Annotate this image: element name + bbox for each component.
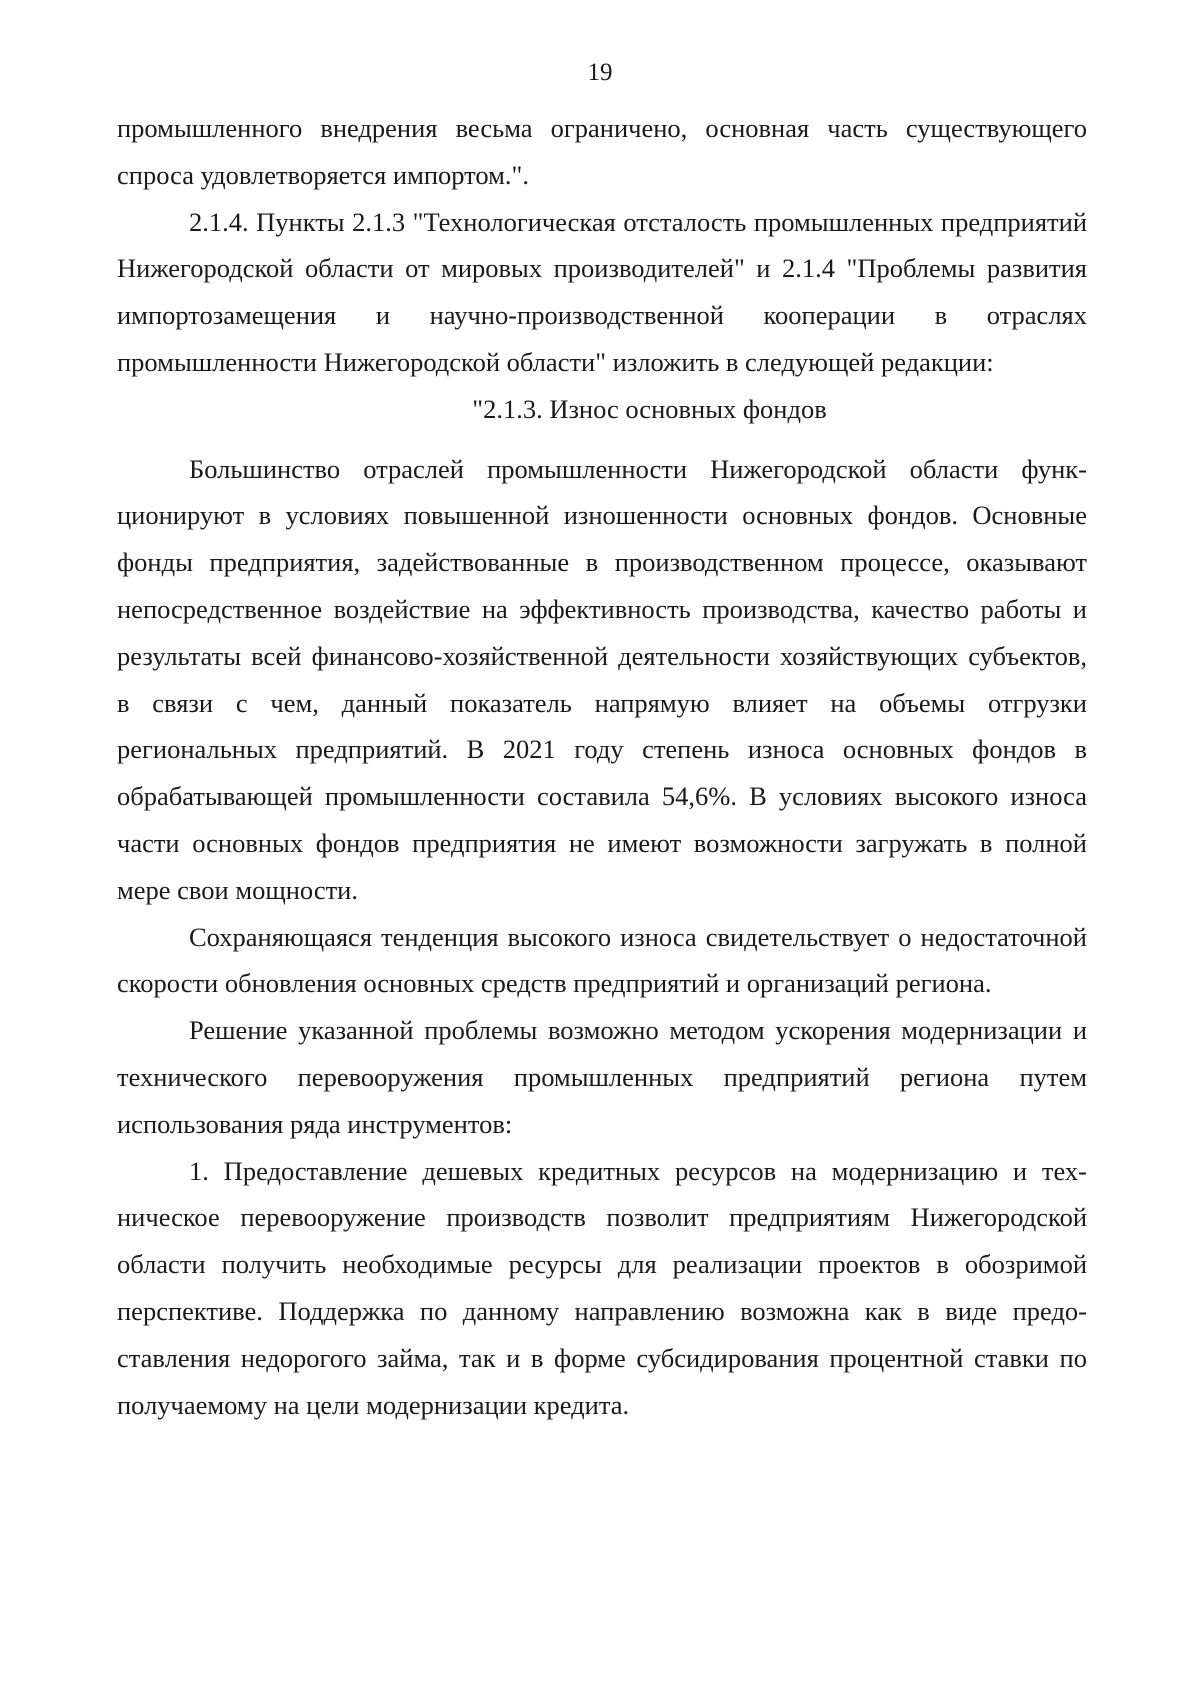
page-number: 19: [587, 59, 613, 86]
paragraph-body: Большинство отраслей промышленности Нижегородской области функционируют в условиях повышенной изношенности основных фондов. Основные фонды предприятия, задействованные в производственном процессе, оказывают непосредственное воздействие на эффективность производства, качество работы и результаты всей финансово-хозяйственной деятельности хозяйствующих субъектов, в связи с чем, данный показатель напрямую влияет на объемы отгрузки региональных предприятий. В 2021 году степень износа основных фондов в обрабатывающей промышленности составила 54,6%. В условиях высокого износа части основных фондов предприятия не имеют возможности загружать в полной мере свои мощности.: [117, 453, 1087, 905]
section-heading: "2.1.3. Износ основных фондов: [472, 393, 827, 424]
paragraph-continuation: промышленного внедрения весьма ограничено, основная часть существующего спроса удовлетворяется импортом.".: [117, 113, 1087, 190]
paragraph-body: Сохраняющаяся тенденция высокого износа свидетельствует о недостаточной скорости обновления основных средств предприятий и организаций региона.: [117, 921, 1087, 999]
paragraph-list-item: 1. Предоставление дешевых кредитных ресурсов на модернизацию и техническое перевооружение производств позволит предприятиям Нижегородской области получить необходимые ресурсы для реализации проектов в обозримой перспективе. Поддержка по данному направлению возможна как в виде предоставления недорогого займа, так и в форме субсидирования процентной ставки по получаемому на цели модернизации кредита.: [117, 1155, 1087, 1420]
paragraph-body: Решение указанной проблемы возможно методом ускорения модернизации и технического перевооружения промышленных предприятий региона путем использования ряда инструментов:: [117, 1015, 1087, 1139]
heading-spacer: [117, 433, 1087, 446]
paragraph-amendment: 2.1.4. Пункты 2.1.3 "Технологическая отсталость промышленных предприятий Нижегородской области от мировых производителей" и 2.1.4 "Проблемы развития импортозамещения и научно-производственной кооперации в отраслях промышленности Нижегородской области" изложить в следующей редакции:: [117, 206, 1087, 377]
document-body: [117, 105, 1087, 1428]
